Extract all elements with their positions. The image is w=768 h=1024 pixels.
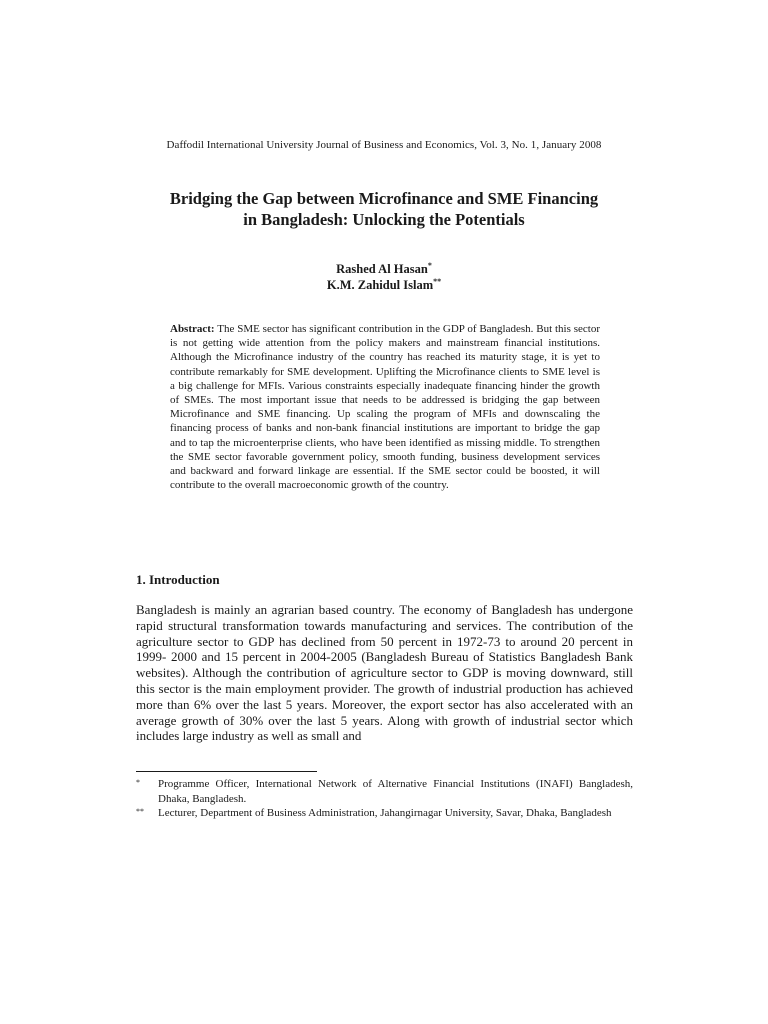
author-footnote-mark: ** <box>433 277 442 286</box>
journal-header: Daffodil International University Journal of Business and Economics, Vol. 3, No. 1, January 2008 <box>166 139 602 151</box>
paper-title <box>100 188 668 230</box>
author-name: Rashed Al Hasan <box>336 262 428 276</box>
abstract-text: The SME sector has significant contribution in the GDP of Bangladesh. But this sector is not getting wide attention from the policy makers and mainstream financial institutions. Although the Microfinance industry of the country has reached its maturity stage, it is yet to contribute remarkably for SME development. Uplifting the Microfinance clients to SME level is a big challenge for MFIs. Various constraints especially inadequate financing hinder the growth of SMEs. The most important issue that needs to be addressed is bridging the gap between Microfinance and SME financing. Up scaling the program of MFIs and downscaling the financing process of banks and non-bank financial institutions are important to bridge the gap and to tap the microenterprise clients, who have been identified as missing middle. To strengthen the SME sector favorable government policy, smooth funding, business development services and backward and forward linkage are essential. If the SME sector could be boosted, it will contribute to the overall macroeconomic growth of the country. <box>170 323 600 492</box>
footnote-divider <box>136 771 317 772</box>
abstract <box>170 322 600 492</box>
title-line-1: Bridging the Gap between Microfinance and SME Financing <box>169 189 599 208</box>
author <box>0 277 768 293</box>
footnote-mark: * <box>136 778 140 787</box>
title-line-2: in Bangladesh: Unlocking the Potentials <box>243 210 525 229</box>
section-heading-introduction: 1. Introduction <box>136 572 220 587</box>
footnote-text: Lecturer, Department of Business Administration, Jahangirnagar University, Savar, Dhaka, Bangladesh <box>158 807 612 819</box>
footnote <box>136 806 633 821</box>
author <box>0 261 768 277</box>
introduction-paragraph: Bangladesh is mainly an agrarian based country. The economy of Bangladesh has undergone rapid structural transformation towards manufacturing and services. The contribution of the agriculture sector to GDP has declined from 50 percent in 1972-73 to around 20 percent in 1999- 2000 and 15 percent in 2004-2005 (Bangladesh Bureau of Statistics Bangladesh Bank websites). Although the contribution of agriculture sector to GDP is moving downward, still this sector is the main employment provider. The growth of industrial production has achieved more than 6% over the last 5 years. Moreover, the export sector has also accelerated with an average growth of 30% over the last 5 years. Along with growth of industrial sector which includes large industry as well as small and <box>136 602 633 744</box>
footnote <box>136 777 633 806</box>
author-footnote-mark: * <box>427 261 432 270</box>
footnote-mark: ** <box>136 807 144 816</box>
footnotes <box>136 777 633 821</box>
footnote-text: Programme Officer, International Network of Alternative Financial Institutions (INAFI) Bangladesh, Dhaka, Bangladesh. <box>158 778 633 805</box>
author-list <box>0 261 768 293</box>
author-name: K.M. Zahidul Islam <box>326 278 434 292</box>
abstract-label: Abstract: <box>170 323 215 335</box>
